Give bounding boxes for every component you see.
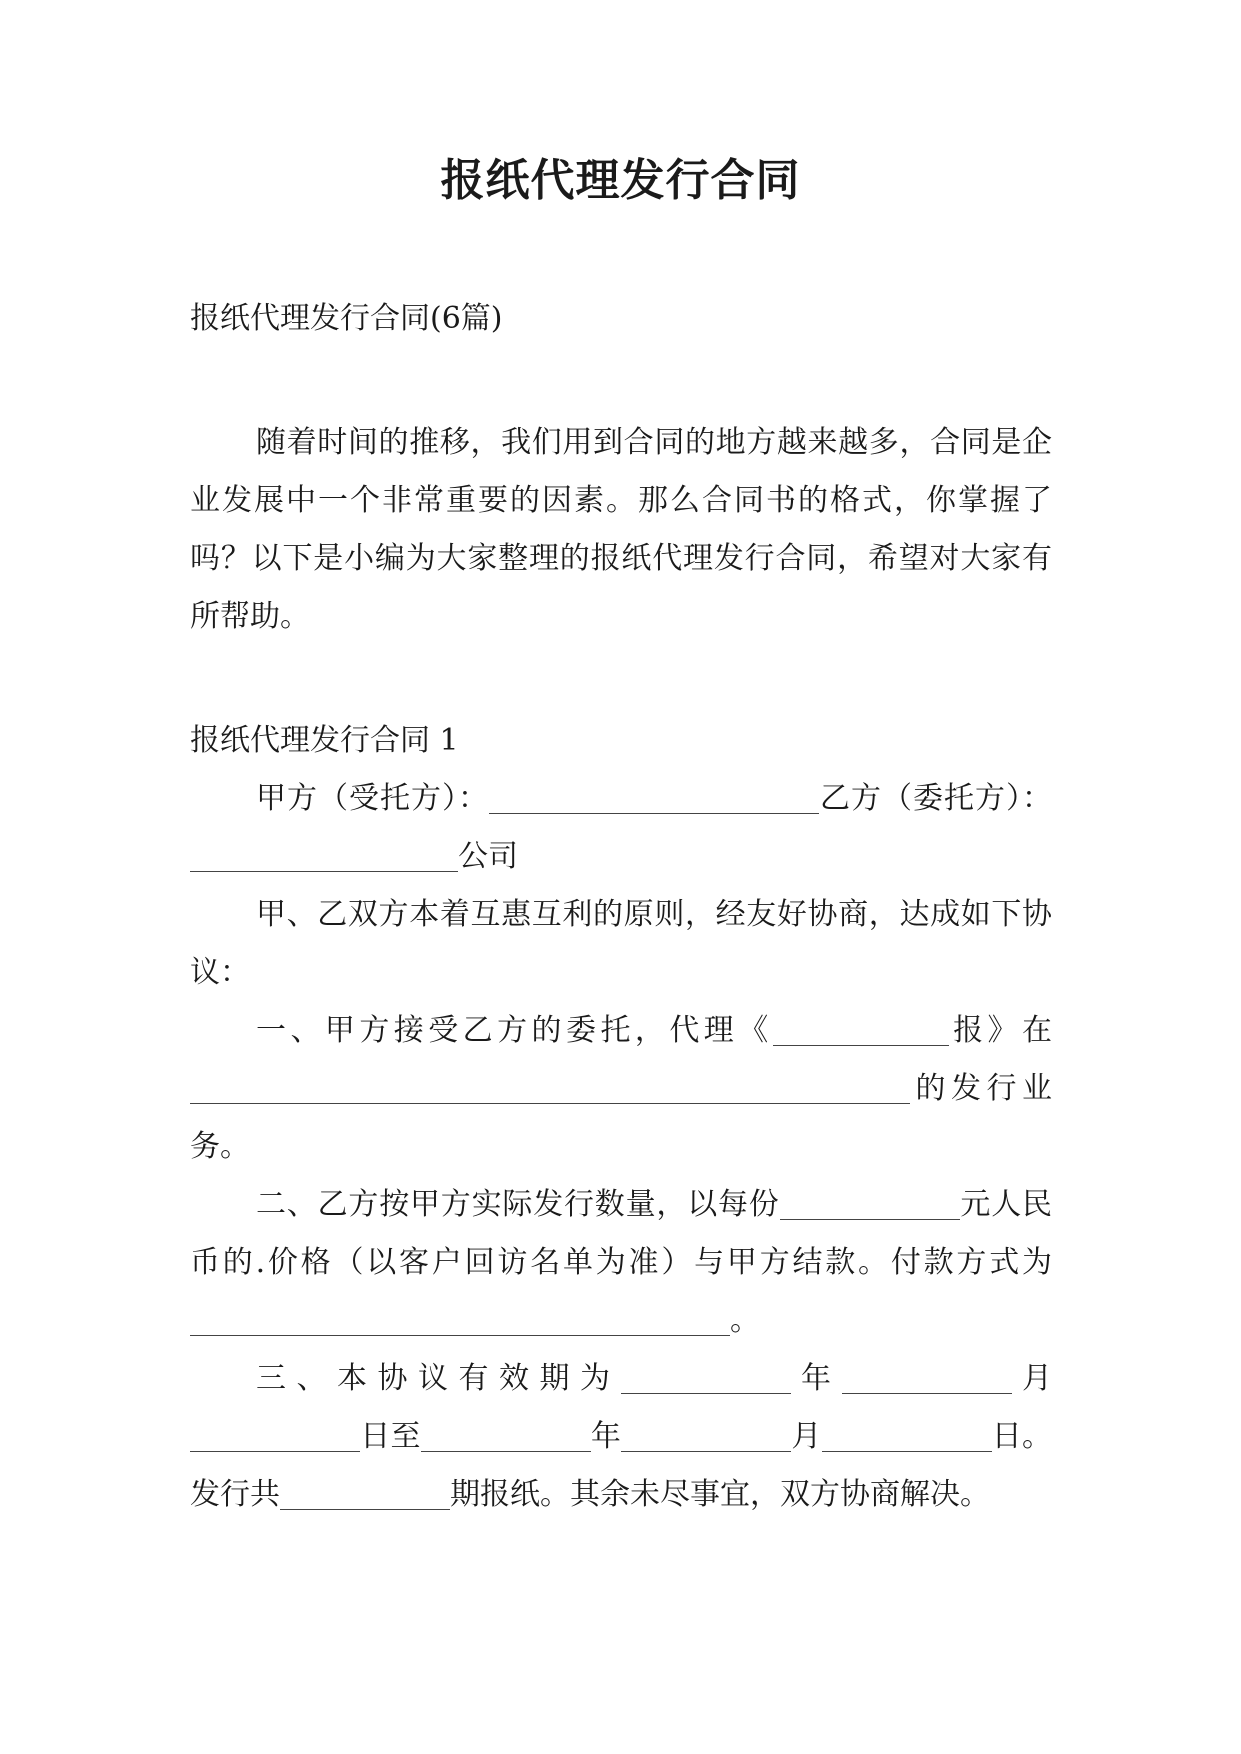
end-year-label: 年 [590,1419,622,1454]
start-month-blank [842,1357,1012,1394]
clause-1 [190,1002,1052,1176]
party-b-label: 乙方（委托方）： [819,781,1052,816]
start-year-blank [621,1357,791,1394]
issue-count-blank [280,1473,450,1510]
clause-3-text-b: 期报纸。其余未尽事宜，双方协商解决。 [450,1477,990,1512]
clause-2-text-a: 二、乙方按甲方实际发行数量，以每份 [256,1187,780,1222]
end-day-blank [822,1415,992,1452]
parties-paragraph [190,770,1052,886]
clause-1-text-c: 的发行业务。 [190,1071,1052,1164]
region-blank [190,1067,910,1104]
section-heading: 报纸代理发行合同 1 [190,723,459,758]
clause-1-text-a: 一、甲方接受乙方的委托，代理《 [256,1013,773,1048]
agreement-paragraph: 甲、乙双方本着互惠互利的原则，经友好协商，达成如下协议： [190,897,1052,990]
party-b-blank [190,835,458,872]
day-to-label: 日至 [360,1419,421,1454]
clause-2-text-c: 。 [730,1303,760,1338]
document-body [190,290,1052,1524]
issue-count-label: 日。发行共 [190,1419,1053,1512]
clause-3-text-a: 三、本协议有效期为 [256,1361,621,1396]
start-year-label: 年 [790,1361,842,1396]
subtitle: 报纸代理发行合同(6篇) [190,301,503,336]
intro-paragraph: 随着时间的推移，我们用到合同的地方越来越多，合同是企业发展中一个非常重要的因素。那么合同书的格式，你掌握了吗？以下是小编为大家整理的报纸代理发行合同，希望对大家有所帮助。 [190,425,1052,634]
clause-2-text-b: 元人民币的.价格（以客户回访名单为准）与甲方结款。付款方式为 [190,1187,1053,1280]
price-blank [780,1183,960,1220]
party-a-blank [489,777,819,814]
end-month-label: 月 [791,1419,822,1454]
clause-2 [190,1176,1052,1350]
party-a-label: 甲方（受托方）： [256,781,489,816]
newspaper-name-blank [773,1009,949,1046]
end-year-blank [421,1415,591,1452]
start-day-blank [190,1415,360,1452]
clause-1-text-b: 报》在 [948,1013,1053,1048]
clause-3 [190,1350,1052,1524]
payment-method-blank [190,1299,730,1336]
end-month-blank [621,1415,791,1452]
company-label: 公司 [458,839,518,874]
start-month-label: 月 [1011,1361,1052,1396]
document-title: 报纸代理发行合同 [440,155,801,206]
